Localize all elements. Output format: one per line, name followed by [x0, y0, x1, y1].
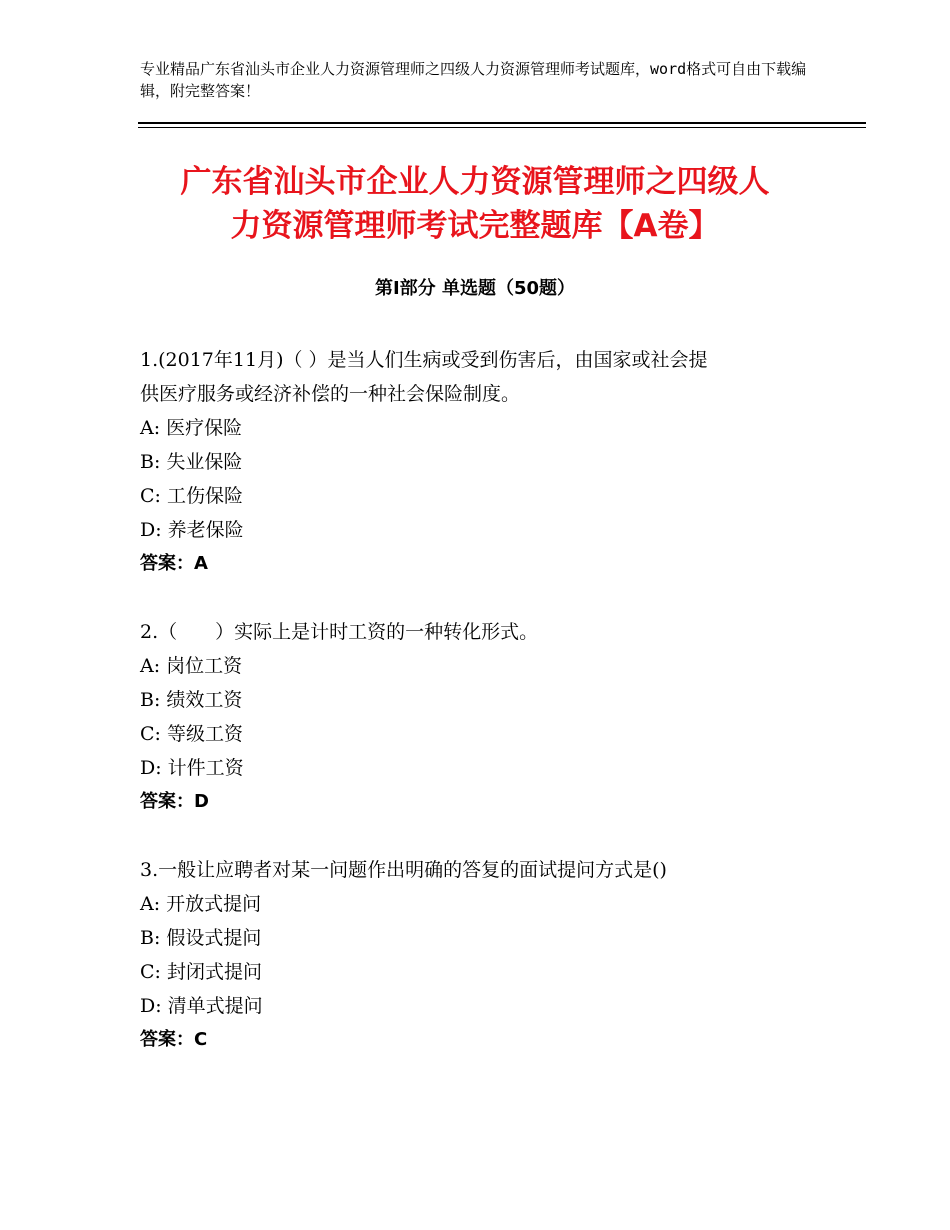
answer-label: 答案：C [140, 1029, 208, 1050]
option-b: B: 失业保险 [140, 451, 243, 473]
question-stem-line-1: 1.(2017年11月)（ ）是当人们生病或受到伤害后，由国家或社会提 [140, 349, 708, 371]
header-note: 专业精品广东省汕头市企业人力资源管理师之四级人力资源管理师考试题库，word格式可自由下载编辑，附完整答案！ [140, 60, 807, 100]
header-rule-thin [138, 127, 866, 128]
answer-label: 答案：A [140, 553, 208, 574]
header-rule-thick [138, 122, 866, 124]
option-a: A: 开放式提问 [140, 893, 262, 915]
option-a: A: 医疗保险 [140, 417, 243, 439]
option-a: A: 岗位工资 [140, 655, 243, 677]
option-c: C: 封闭式提问 [140, 961, 262, 983]
question-3 [140, 853, 820, 1057]
question-list [140, 343, 820, 1091]
option-b: B: 绩效工资 [140, 689, 243, 711]
option-c: C: 工伤保险 [140, 485, 243, 507]
question-stem-line-1: 2.（ ）实际上是计时工资的一种转化形式。 [140, 621, 539, 643]
title-line-2: 力资源管理师考试完整题库【A卷】 [230, 208, 720, 244]
document-title [100, 160, 850, 248]
option-d: D: 计件工资 [140, 757, 244, 779]
question-2 [140, 615, 820, 819]
question-1 [140, 343, 820, 581]
option-b: B: 假设式提问 [140, 927, 262, 949]
answer-label: 答案：D [140, 791, 209, 812]
option-d: D: 养老保险 [140, 519, 244, 541]
option-d: D: 清单式提问 [140, 995, 263, 1017]
option-c: C: 等级工资 [140, 723, 243, 745]
question-stem-line-2: 供医疗服务或经济补偿的一种社会保险制度。 [140, 383, 521, 405]
section-heading: 第Ⅰ部分 单选题（50题） [374, 278, 575, 299]
title-line-1: 广东省汕头市企业人力资源管理师之四级人 [180, 164, 770, 200]
question-stem-line-1: 3.一般让应聘者对某一问题作出明确的答复的面试提问方式是() [140, 859, 667, 881]
